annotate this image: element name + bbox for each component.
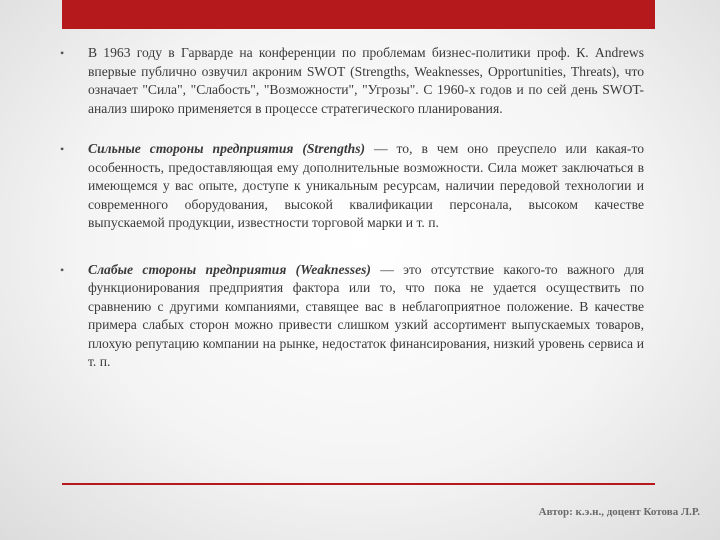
- bullet-text: В 1963 году в Гарварде на конференции по проблемам бизнес-политики проф. К. Andrews впервые публично озвучил акроним SWOT (Strengths, Weaknesses, Opportunities, Threats), что означает "Сила", "Слабость", "Возможности", "Угрозы". С 1960-х годов и по сей день SWOT-анализ широко применяется в процессе стратегического планирования.: [88, 45, 644, 116]
- bottom-divider: [62, 483, 655, 485]
- bullet-text: — то, в чем оно преуспело или какая-то особенность, предоставляющая ему дополнительные возможности. Сила может заключаться в имеющемся у вас опыте, доступе к уникальным ресурсам, наличии передовой технологии и современного оборудования, высокой квалификации персонала, высоком качестве выпускаемой продукции, известности торговой марки и т. п.: [88, 141, 644, 230]
- bullet-dot-icon: •: [60, 46, 65, 60]
- bullet-dot-icon: •: [60, 262, 65, 277]
- bullet-item-swot-history: [60, 44, 644, 118]
- author-credit: Автор: к.э.н., доцент Котова Л.Р.: [538, 506, 700, 518]
- bullet-item-weaknesses: [60, 261, 644, 372]
- bullet-text: — это отсутствие какого-то важного для функционирования предприятия фактора или то, что пока не удается осуществить по сравнению с другими компаниями, ставящее вас в неблагоприятное положение. В качестве примера слабых сторон можно привести слишком узкий ассортимент выпускаемых товаров, плохую репутацию компании на рынке, недостаток финансирования, низкий уровень сервиса и т. п.: [88, 261, 644, 369]
- bullet-term: Сильные стороны предприятия (Strengths): [88, 141, 366, 156]
- bullet-list: [60, 44, 644, 394]
- bullet-item-strengths: [60, 140, 644, 233]
- bullet-dot-icon: •: [60, 142, 65, 156]
- bullet-term: Слабые стороны предприятия (Weaknesses): [88, 261, 371, 277]
- top-accent-bar: [62, 0, 655, 29]
